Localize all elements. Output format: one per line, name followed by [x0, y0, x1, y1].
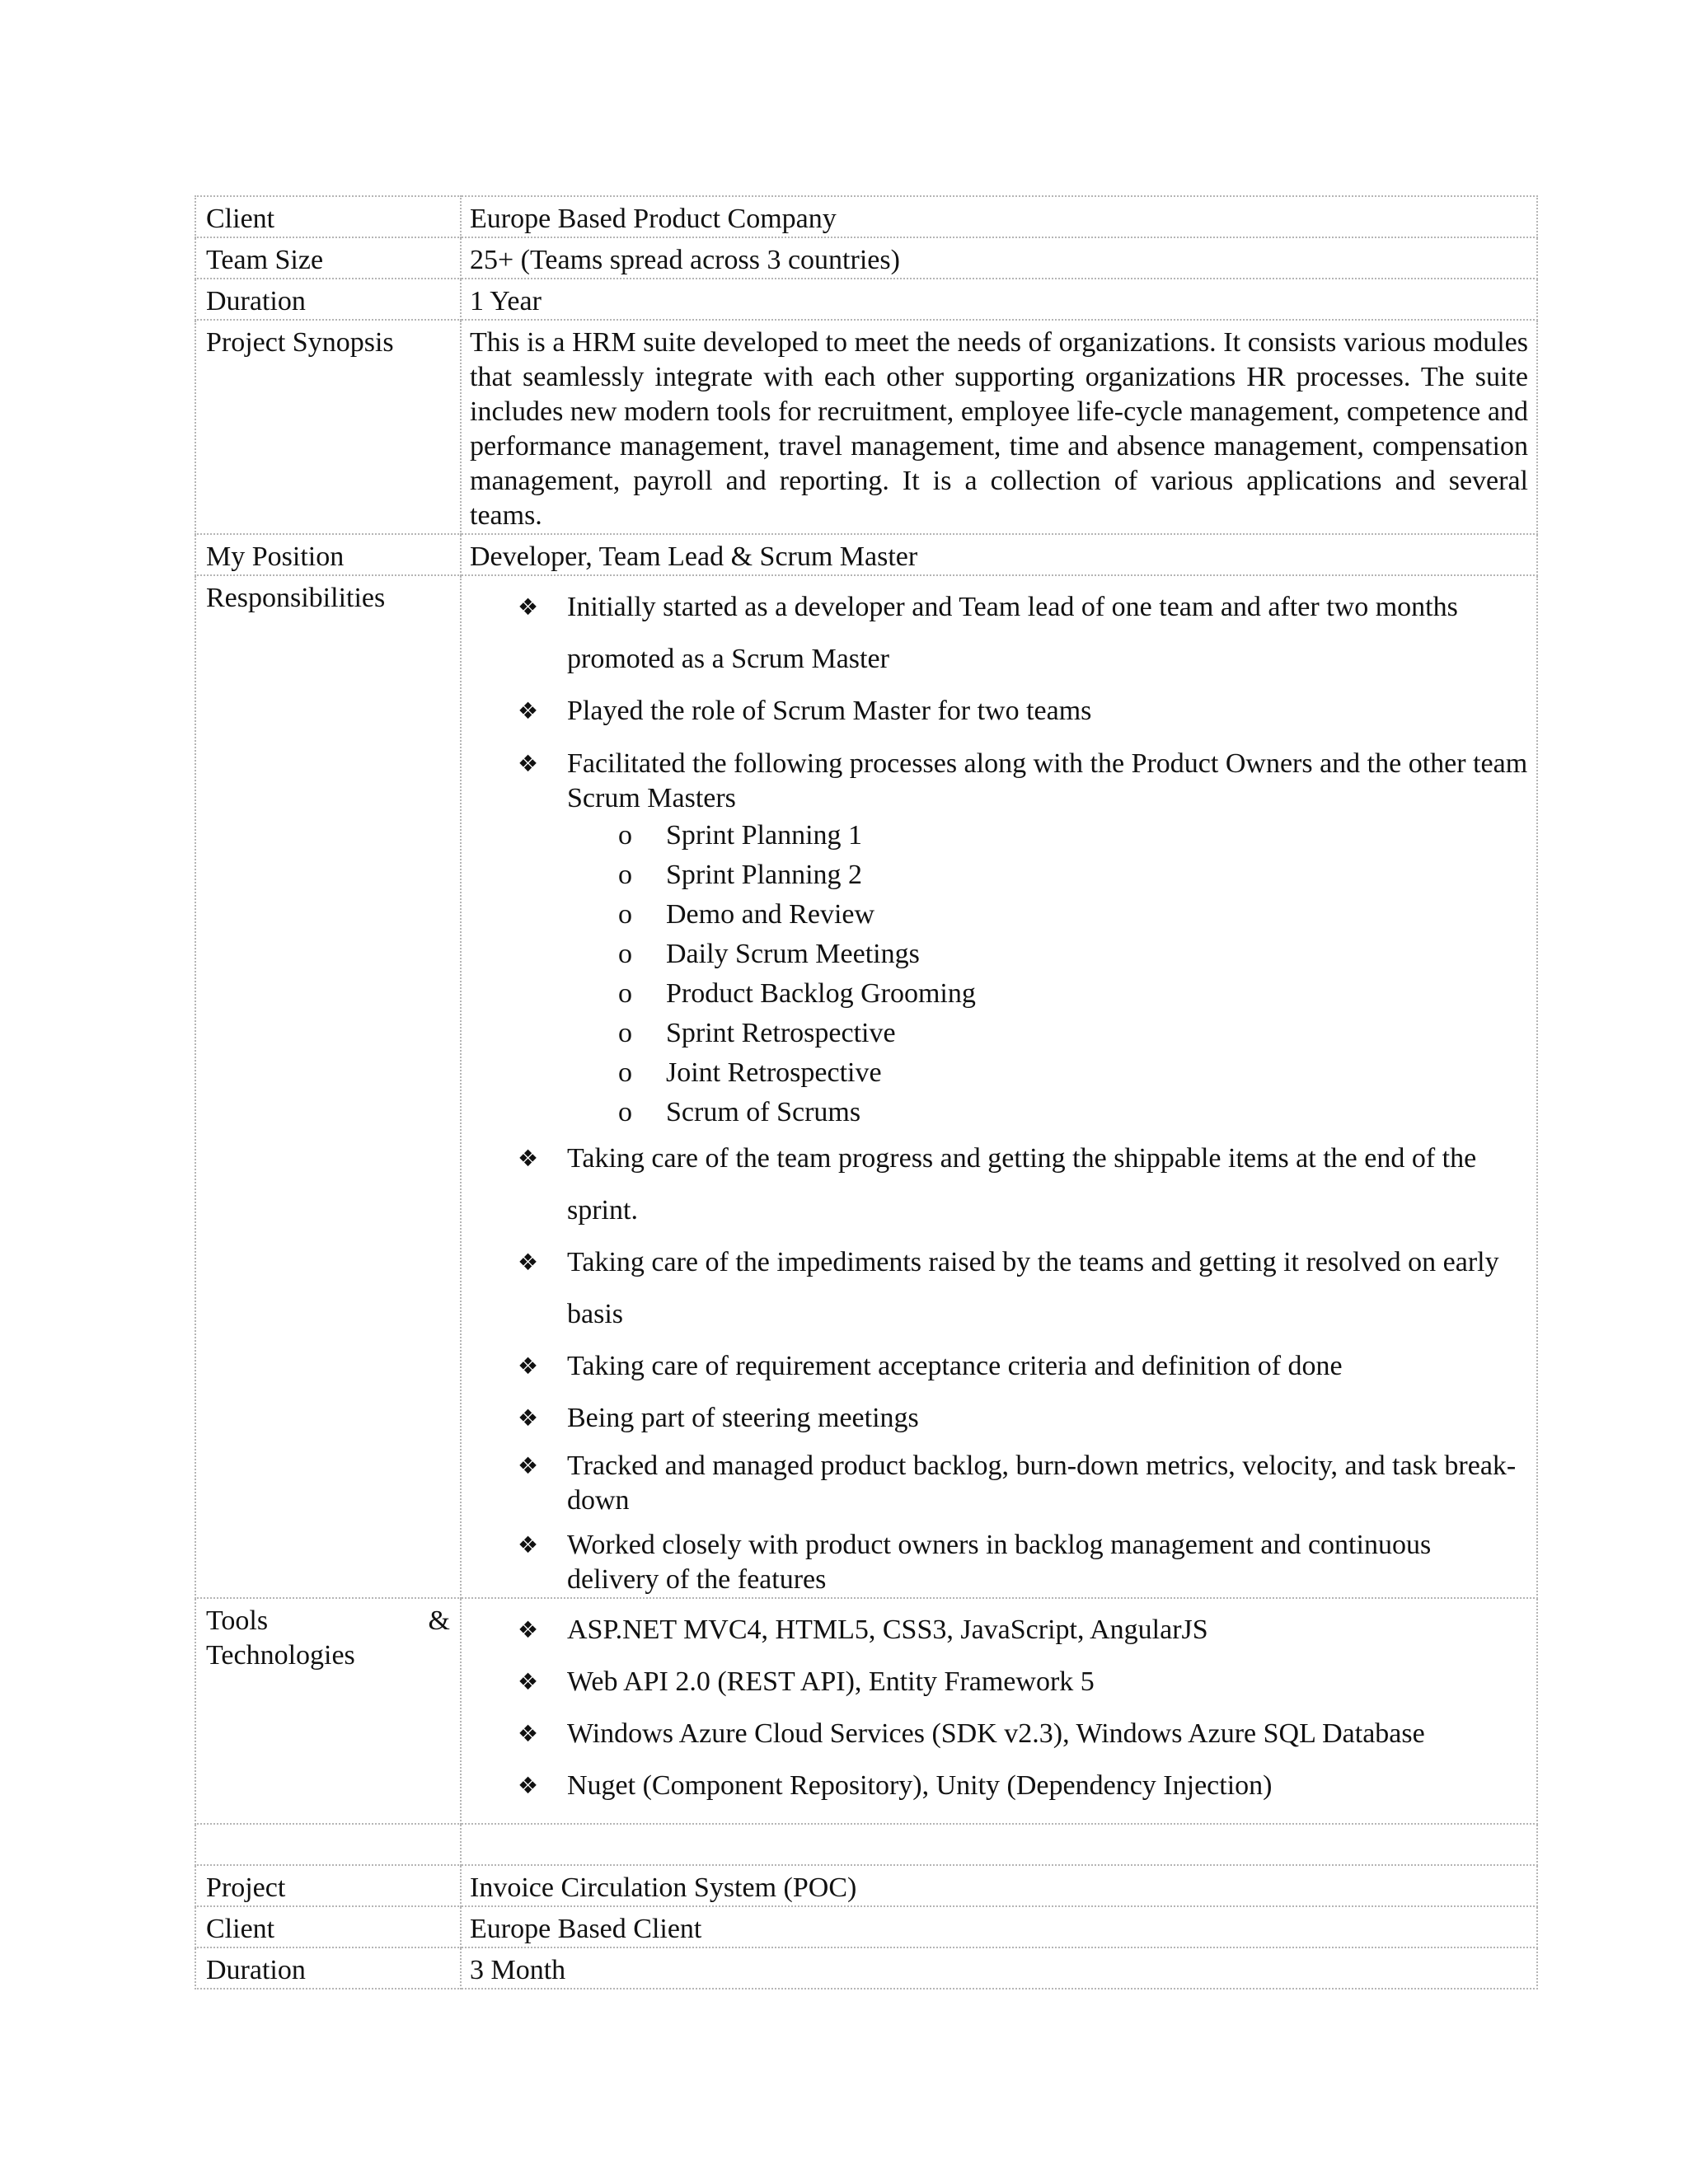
- duration-label: Duration: [195, 279, 461, 320]
- technologies-label: Technologies: [206, 1640, 355, 1671]
- list-item: o Sprint Retrospective: [666, 1014, 1528, 1053]
- list-item: o Daily Scrum Meetings: [666, 935, 1528, 974]
- list-item-text: Tracked and managed product backlog, burn-down metrics, velocity, and task break-down: [567, 1451, 1517, 1516]
- table-row: [195, 237, 1537, 279]
- list-item: [567, 685, 1528, 737]
- list-item: ❖ Web API 2.0 (REST API), Entity Framework 5: [567, 1656, 1528, 1708]
- list-item: ❖ Windows Azure Cloud Services (SDK v2.3), Windows Azure SQL Database: [567, 1708, 1528, 1760]
- client-value: Europe Based Client: [461, 1906, 1537, 1947]
- blank-cell: [195, 1824, 461, 1865]
- tools-cell: [461, 1598, 1537, 1824]
- client-label: Client: [195, 196, 461, 237]
- table-row: [195, 1824, 1537, 1865]
- tools-label-ampersand: &: [428, 1605, 450, 1636]
- client-label: Client: [195, 1906, 461, 1947]
- blank-cell: [461, 1824, 1537, 1865]
- list-item-text: Played the role of Scrum Master for two teams: [567, 696, 1092, 726]
- list-item-text: Worked closely with product owners in backlog management and continuous delivery of the features: [567, 1530, 1432, 1595]
- list-item-text: Initially started as a developer and Team lead of one team and after two months promoted as a Scrum Master: [567, 592, 1458, 674]
- list-item-text: Taking care of requirement acceptance criteria and definition of done: [567, 1351, 1343, 1381]
- responsibilities-cell: [461, 575, 1537, 1598]
- tools-label-cell: [195, 1598, 461, 1824]
- duration-value: 1 Year: [461, 279, 1537, 320]
- table-row: [195, 1598, 1537, 1824]
- position-label: My Position: [195, 534, 461, 575]
- table-row: [195, 320, 1537, 534]
- list-item-text: Being part of steering meetings: [567, 1403, 919, 1433]
- table-row: [195, 1865, 1537, 1906]
- table-row: [195, 279, 1537, 320]
- list-item: [567, 1236, 1528, 1340]
- list-item-text: Taking care of the team progress and getting the shippable items at the end of the sprint.: [567, 1143, 1477, 1226]
- table-row: [195, 1906, 1537, 1947]
- responsibilities-list: [470, 581, 1528, 1597]
- tools-list: [470, 1604, 1528, 1811]
- list-item-text: Taking care of the impediments raised by the teams and getting it resolved on early basis: [567, 1247, 1499, 1329]
- project-label: Project: [195, 1865, 461, 1906]
- list-item: o Demo and Review: [666, 895, 1528, 935]
- list-item: o Product Backlog Grooming: [666, 974, 1528, 1014]
- list-item: [567, 581, 1528, 685]
- list-item: ❖ Nuget (Component Repository), Unity (Dependency Injection): [567, 1760, 1528, 1811]
- list-item: o Scrum of Scrums: [666, 1093, 1528, 1132]
- synopsis-label: Project Synopsis: [195, 320, 461, 534]
- responsibilities-label: Responsibilities: [195, 575, 461, 1598]
- list-item: o Joint Retrospective: [666, 1053, 1528, 1093]
- list-item: o Sprint Planning 2: [666, 855, 1528, 895]
- list-item: [567, 747, 1528, 1132]
- tools-label: Tools: [206, 1605, 269, 1636]
- list-item: [567, 1340, 1528, 1392]
- list-item: o Sprint Planning 1: [666, 816, 1528, 855]
- table-row: [195, 1947, 1537, 1989]
- project-details-table: [195, 195, 1538, 1990]
- team-size-value: 25+ (Teams spread across 3 countries): [461, 237, 1537, 279]
- list-item: [567, 1132, 1528, 1236]
- synopsis-value: This is a HRM suite developed to meet the needs of organizations. It consists various modules that seamlessly integrate with each other supporting organizations HR processes. The suite includes new modern tools for recruitment, employee life-cycle management, competence and performance management, travel management, time and absence management, compensation management, payroll and reporting. It is a collection of various applications and several teams.: [461, 320, 1537, 534]
- team-size-label: Team Size: [195, 237, 461, 279]
- list-item: ❖ ASP.NET MVC4, HTML5, CSS3, JavaScript, AngularJS: [567, 1604, 1528, 1656]
- table-row: [195, 575, 1537, 1598]
- list-item: [567, 1528, 1528, 1597]
- client-value: Europe Based Product Company: [461, 196, 1537, 237]
- table-row: [195, 196, 1537, 237]
- position-value: Developer, Team Lead & Scrum Master: [461, 534, 1537, 575]
- list-item: [567, 1392, 1528, 1444]
- list-item-text: Facilitated the following processes along with the Product Owners and the other team Scrum Masters: [567, 748, 1528, 813]
- duration-label: Duration: [195, 1947, 461, 1989]
- duration-value: 3 Month: [461, 1947, 1537, 1989]
- list-item: [567, 1449, 1528, 1518]
- project-value: Invoice Circulation System (POC): [461, 1865, 1537, 1906]
- table-row: [195, 534, 1537, 575]
- process-sublist: [567, 816, 1528, 1132]
